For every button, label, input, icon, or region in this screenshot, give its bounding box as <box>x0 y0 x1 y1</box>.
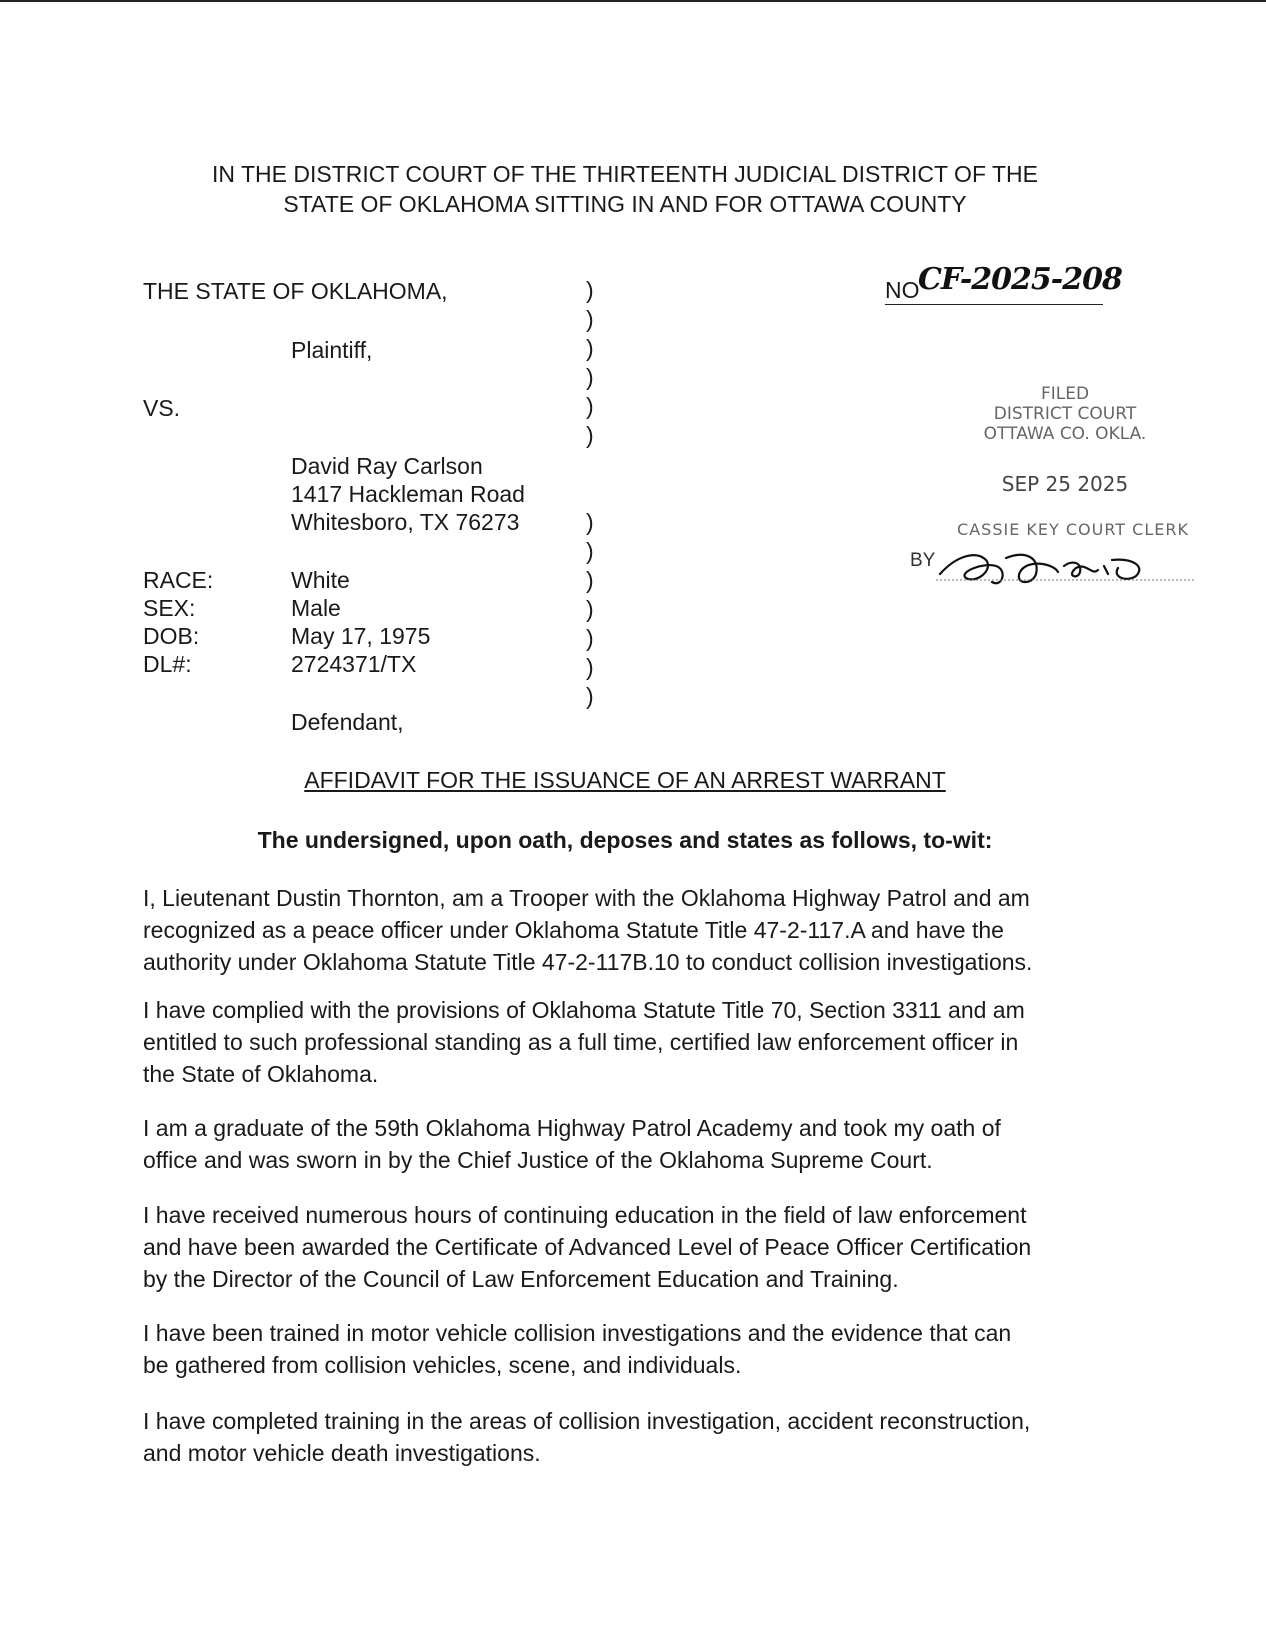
caption-paren: ) <box>586 567 594 593</box>
filed-stamp-court: DISTRICT COURT <box>993 404 1137 424</box>
sex-value: Male <box>291 595 341 621</box>
dob-value: May 17, 1975 <box>291 623 431 649</box>
clerk-signature-icon <box>936 536 1196 596</box>
filed-stamp-filed: FILED <box>1040 384 1090 404</box>
court-header-line-2: STATE OF OKLAHOMA SITTING IN AND FOR OTTAWA COUNTY <box>283 191 967 217</box>
defendant-label: Defendant, <box>291 709 404 735</box>
affidavit-subtitle: The undersigned, upon oath, deposes and states as follows, to-wit: <box>257 827 993 853</box>
paragraph-officer-authority <box>143 882 1143 978</box>
dl-value: 2724371/TX <box>291 651 417 677</box>
paragraph-text: I have complied with the provisions of Oklahoma Statute Title 70, Section 3311 and am entitled to such professional standing as a full time, certified law enforcement officer in the State of Oklahoma. <box>143 997 1025 1087</box>
caption-paren: ) <box>586 364 594 390</box>
paragraph-text: I am a graduate of the 59th Oklahoma Highway Patrol Academy and took my oath of office and was sworn in by the Chief Justice of the Oklahoma Supreme Court. <box>143 1115 1001 1173</box>
plaintiff-name: THE STATE OF OKLAHOMA, <box>143 278 448 304</box>
caption-paren: ) <box>586 277 594 303</box>
paragraph-text: I have been trained in motor vehicle collision investigations and the evidence that can be gathered from collision vehicles, scene, and individuals. <box>143 1320 1012 1378</box>
filed-stamp-clerk: CASSIE KEY COURT CLERK <box>957 520 1189 539</box>
caption-paren: ) <box>586 509 594 535</box>
case-number-label: NO <box>885 277 920 303</box>
caption-paren: ) <box>586 654 594 680</box>
caption-paren: ) <box>586 596 594 622</box>
dl-label: DL#: <box>143 651 192 677</box>
paragraph-text: I, Lieutenant Dustin Thornton, am a Trooper with the Oklahoma Highway Patrol and am recognized as a peace officer under Oklahoma Statute Title 47-2-117.A and have the authority under Oklahoma Statute Title 47-2-117B.10 to conduct collision investigations. <box>143 885 1033 975</box>
paragraph-text: I have received numerous hours of continuing education in the field of law enforcement and have been awarded the Certificate of Advanced Level of Peace Officer Certification by the Director of the Council of Law Enforcement Education and Training. <box>143 1202 1032 1292</box>
paragraph-reconstruction <box>143 1405 1143 1469</box>
scan-edge-line <box>0 0 1266 2</box>
caption-paren: ) <box>586 538 594 564</box>
race-label: RACE: <box>143 567 214 593</box>
sex-label: SEX: <box>143 595 196 621</box>
versus-label: VS. <box>143 395 181 421</box>
filed-stamp-county: OTTAWA CO. OKLA. <box>983 424 1147 444</box>
caption-paren: ) <box>586 422 594 448</box>
filed-stamp-by: BY <box>910 550 936 571</box>
race-value: White <box>291 567 350 593</box>
paragraph-collision-training <box>143 1317 1143 1381</box>
affidavit-title: AFFIDAVIT FOR THE ISSUANCE OF AN ARREST WARRANT <box>304 767 946 793</box>
court-header-line-1: IN THE DISTRICT COURT OF THE THIRTEENTH JUDICIAL DISTRICT OF THE <box>212 161 1038 187</box>
paragraph-education <box>143 1199 1143 1295</box>
paragraph-certification <box>143 994 1143 1090</box>
caption-paren: ) <box>586 625 594 651</box>
paragraph-academy <box>143 1112 1143 1176</box>
defendant-name: David Ray Carlson <box>291 453 483 479</box>
caption-paren: ) <box>586 683 594 709</box>
defendant-address-line-2: Whitesboro, TX 76273 <box>291 509 520 535</box>
caption-paren: ) <box>586 393 594 419</box>
paragraph-text: I have completed training in the areas of collision investigation, accident reconstruction, and motor vehicle death investigations. <box>143 1408 1031 1466</box>
filed-stamp-date: SEP 25 2025 <box>1001 472 1129 496</box>
case-number-line <box>885 262 1122 305</box>
defendant-address-line-1: 1417 Hackleman Road <box>291 481 525 507</box>
plaintiff-label: Plaintiff, <box>291 337 373 363</box>
caption-paren: ) <box>586 335 594 361</box>
dob-label: DOB: <box>143 623 200 649</box>
case-number-handwritten: CF-2025-208 <box>918 262 1122 297</box>
caption-paren: ) <box>586 306 594 332</box>
